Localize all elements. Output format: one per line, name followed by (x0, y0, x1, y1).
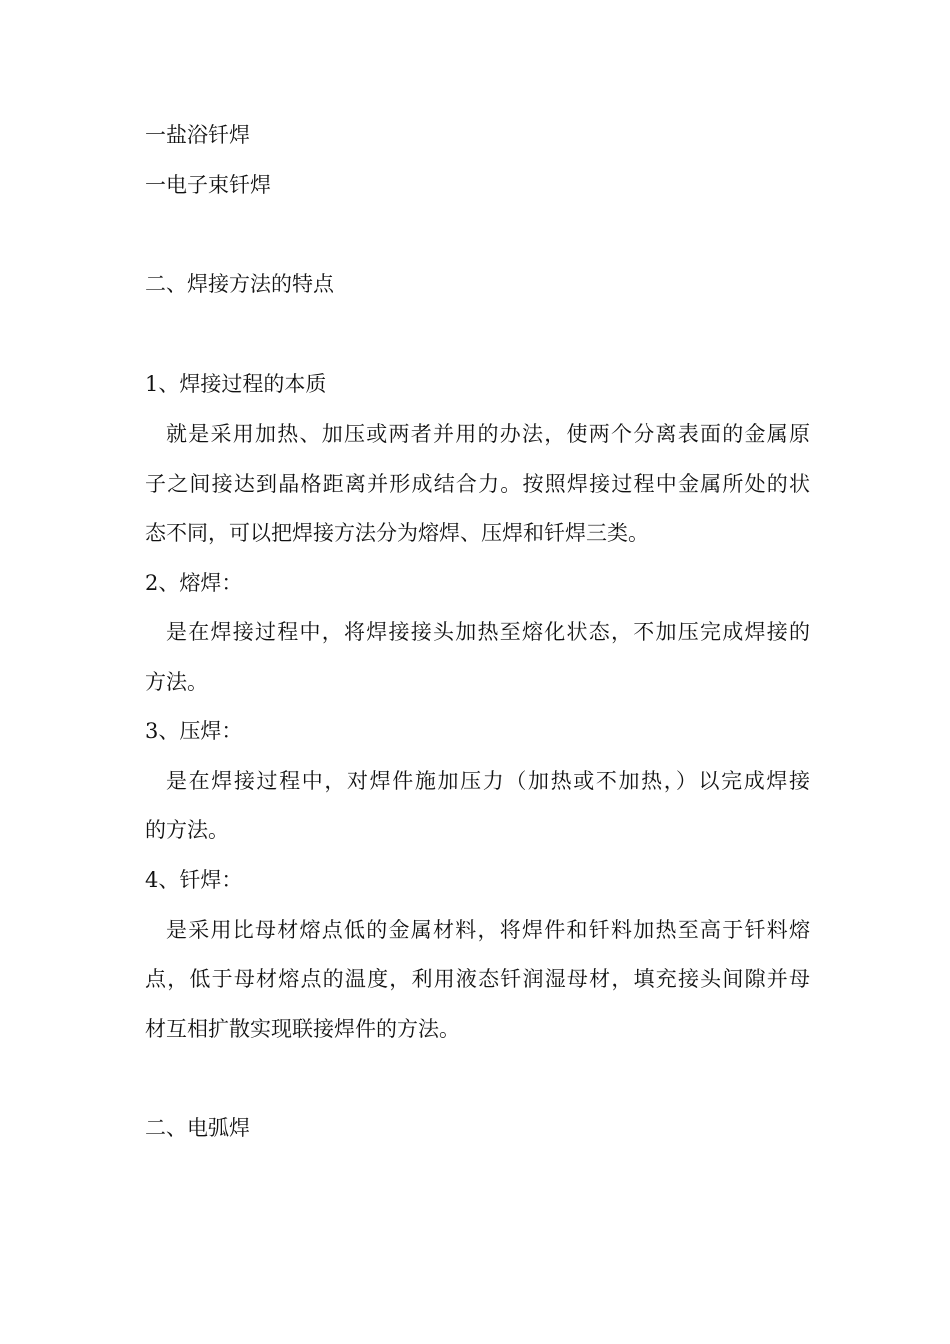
item-4-title: 4、钎焊： (145, 868, 243, 892)
item-4-body-line-1: 是采用比母材熔点低的金属材料，将焊件和钎料加热至高于钎料熔 (166, 918, 810, 942)
section-heading-welding-characteristics: 二、焊接方法的特点 (145, 272, 334, 296)
item-1-body-line-1: 就是采用加热、加压或两者并用的办法，使两个分离表面的金属原 (166, 422, 810, 446)
list-item-electron-beam-brazing: 一电子束钎焊 (145, 173, 271, 197)
item-3-body-line-2: 的方法。 (145, 818, 229, 842)
section-heading-arc-welding: 二、电弧焊 (145, 1116, 250, 1140)
item-2-body-line-2: 方法。 (145, 670, 208, 694)
item-3-body-line-1: 是在焊接过程中，对焊件施加压力（加热或不加热，）以完成焊接 (166, 769, 810, 793)
item-1-title: 1、焊接过程的本质 (145, 372, 327, 396)
item-3-title: 3、压焊： (145, 719, 243, 743)
item-1-body-line-3: 态不同，可以把焊接方法分为熔焊、压焊和钎焊三类。 (145, 521, 649, 545)
item-4-body-line-3: 材互相扩散实现联接焊件的方法。 (145, 1017, 460, 1041)
item-4-body-line-2: 点，低于母材熔点的温度，利用液态钎润湿母材，填充接头间隙并母 (145, 967, 810, 991)
list-item-salt-bath-brazing: 一盐浴钎焊 (145, 123, 250, 147)
item-1-body-line-2: 子之间接达到晶格距离并形成结合力。按照焊接过程中金属所处的状 (145, 472, 810, 496)
item-2-title: 2、熔焊： (145, 571, 243, 595)
item-2-body-line-1: 是在焊接过程中，将焊接接头加热至熔化状态，不加压完成焊接的 (166, 620, 810, 644)
